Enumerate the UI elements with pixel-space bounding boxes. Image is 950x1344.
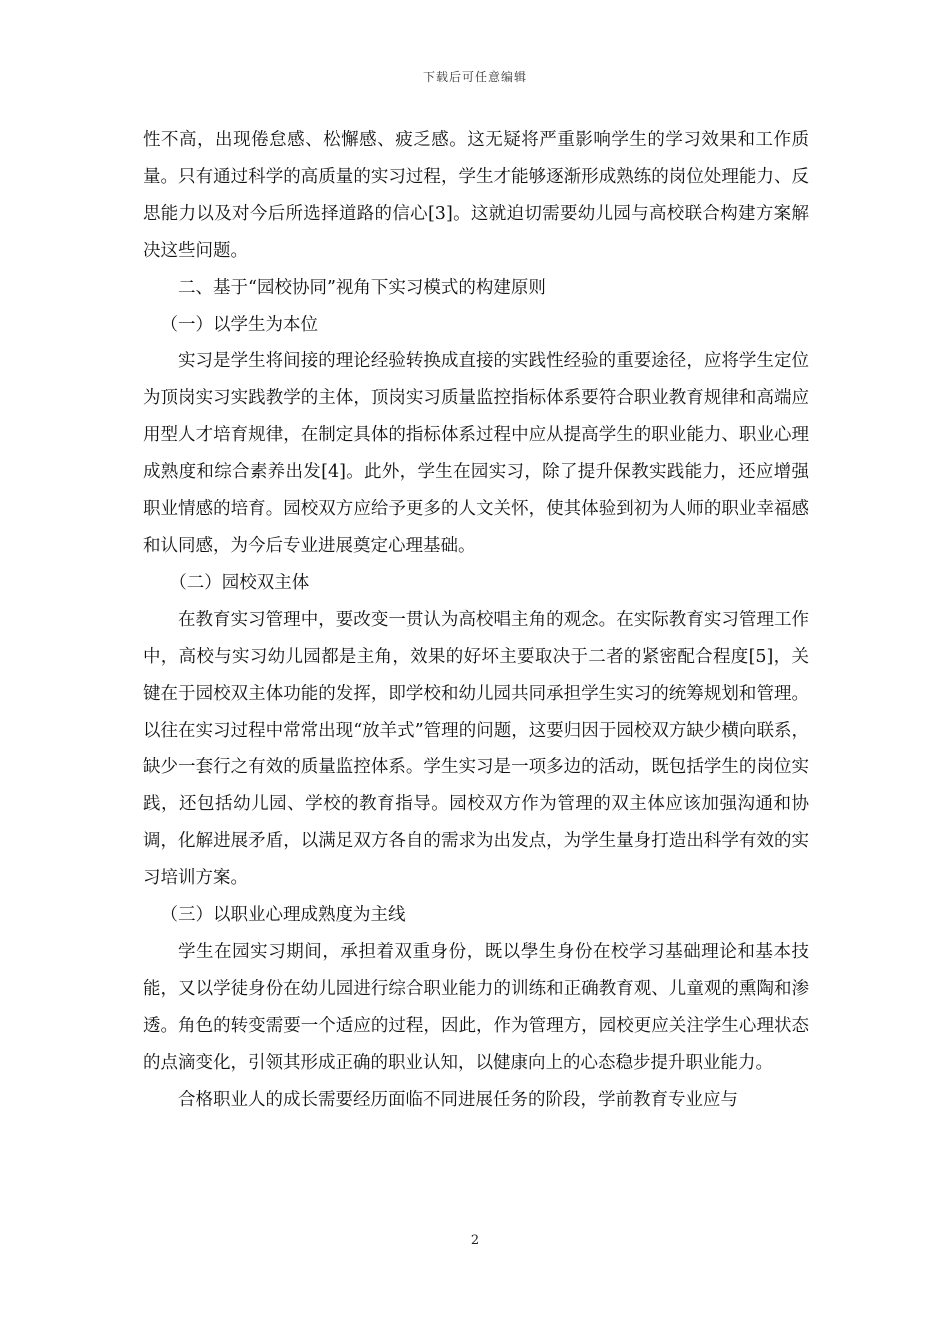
subsection-1-paragraph: 实习是学生将间接的理论经验转换成直接的实践性经验的重要途径，应将学生定位为顶岗实习实践教学的主体，顶岗实习质量监控指标体系要符合职业教育规律和高端应用型人才培育规律，在制定具体的指标体系过程中应从提高学生的职业能力、职业心理成熟度和综合素养出发[4]。此外，学生在园实习，除了提升保教实践能力，还应增强职业情感的培育。园校双方应给予更多的人文关怀，使其体验到初为人师的职业幸福感和认同感，为今后专业进展奠定心理基础。 [143,351,809,556]
document-body [143,122,809,1118]
page-number: 2 [470,1233,480,1248]
continued-paragraph: 性不高，出现倦怠感、松懈感、疲乏感。这无疑将严重影响学生的学习效果和工作质量。只有通过科学的高质量的实习过程，学生才能够逐渐形成熟练的岗位处理能力、反思能力以及对今后所选择道路的信心[3]。这就迫切需要幼儿园与高校联合构建方案解决这些问题。 [143,130,809,261]
subsection-2-paragraph: 在教育实习管理中，要改变一贯认为高校唱主角的观念。在实际教育实习管理工作中，高校与实习幼儿园都是主角，效果的好坏主要取决于二者的紧密配合程度[5]，关键在于园校双主体功能的发挥，即学校和幼儿园共同承担学生实习的统筹规划和管理。以往在实习过程中常常出现“放羊式”管理的问题，这要归因于园校双方缺少横向联系，缺少一套行之有效的质量监控体系。学生实习是一项多边的活动，既包括学生的岗位实践，还包括幼儿园、学校的教育指导。园校双方作为管理的双主体应该加强沟通和协调，化解进展矛盾，以满足双方各自的需求为出发点，为学生量身打造出科学有效的实习培训方案。 [143,609,809,889]
final-paragraph: 合格职业人的成长需要经历面临不同进展任务的阶段，学前教育专业应与 [178,1089,738,1110]
page-header-note: 下载后可任意编辑 [422,70,527,84]
section-heading: 二、基于“园校协同”视角下实习模式的构建原则 [178,277,546,298]
subsection-heading-1: （一）以学生为本位 [160,314,318,335]
subsection-heading-2: （二）园校双主体 [169,572,310,593]
subsection-heading-3: （三）以职业心理成熟度为主线 [160,905,406,926]
subsection-3-paragraph: 学生在园实习期间，承担着双重身份，既以學生身份在校学习基础理论和基本技能，又以学徒身份在幼儿园进行综合职业能力的训练和正确教育观、儿童观的熏陶和渗透。角色的转变需要一个适应的过程，因此，作为管理方，园校更应关注学生心理状态的点滴变化，引领其形成正确的职业认知，以健康向上的心态稳步提升职业能力。 [143,941,809,1073]
